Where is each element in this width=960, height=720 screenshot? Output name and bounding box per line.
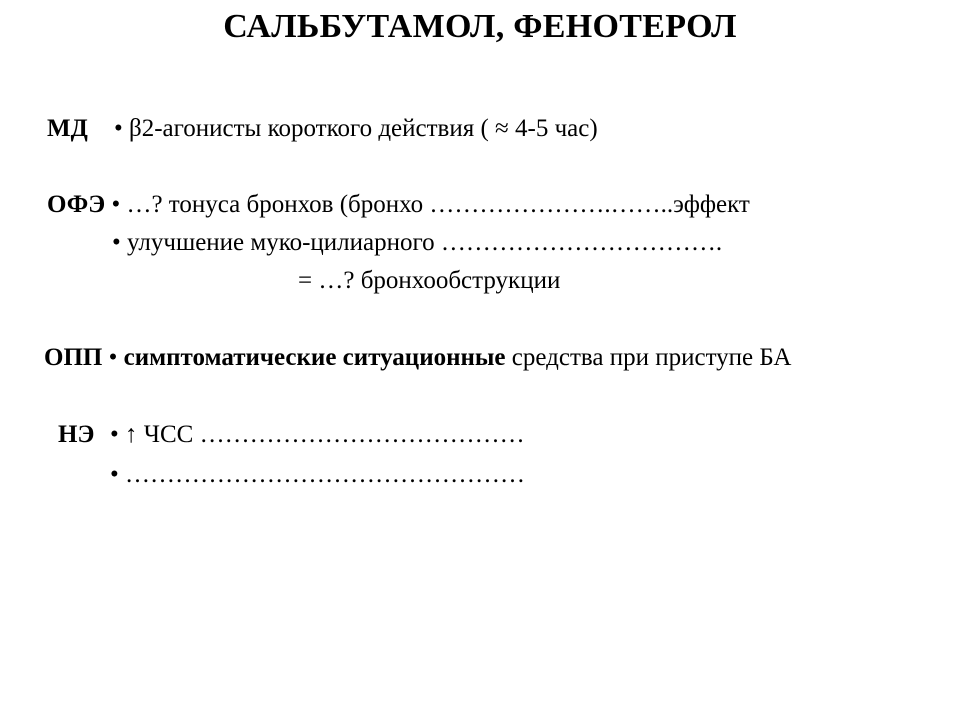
ofe-line-1: • …? тонуса бронхов (бронхо ………………….……..эффект <box>105 191 750 218</box>
md-row <box>47 114 88 144</box>
opp-label: ОПП <box>44 344 103 371</box>
ofe-row-2 <box>112 228 722 258</box>
opp-prefix: • <box>102 344 124 371</box>
opp-row <box>44 343 791 373</box>
ofe-line-3: = …? бронхообструкции <box>298 267 561 294</box>
md-label: МД <box>47 115 88 142</box>
ofe-row-1 <box>47 190 750 220</box>
ne-row <box>58 420 94 450</box>
ne-row-2 <box>110 460 525 490</box>
ne-line-2: • ………………………………………… <box>110 461 526 488</box>
ofe-label: ОФЭ <box>47 191 106 218</box>
opp-bold-text: симптоматические ситуационные <box>123 344 506 371</box>
ofe-line-2: • улучшение муко-цилиарного ……………………………. <box>112 229 723 256</box>
ofe-row-3 <box>298 266 560 296</box>
ne-line-1: • ↑ ЧСС ………………………………… <box>110 421 525 448</box>
slide-title: САЛЬБУТАМОЛ, ФЕНОТЕРОЛ <box>223 8 737 45</box>
opp-rest: средства при приступе БА <box>505 344 792 371</box>
ne-row-1 <box>110 420 525 450</box>
ne-label: НЭ <box>58 421 95 448</box>
md-text-row <box>114 114 598 144</box>
md-text: • β2-агонисты короткого действия ( ≈ 4-5 час) <box>114 115 598 142</box>
